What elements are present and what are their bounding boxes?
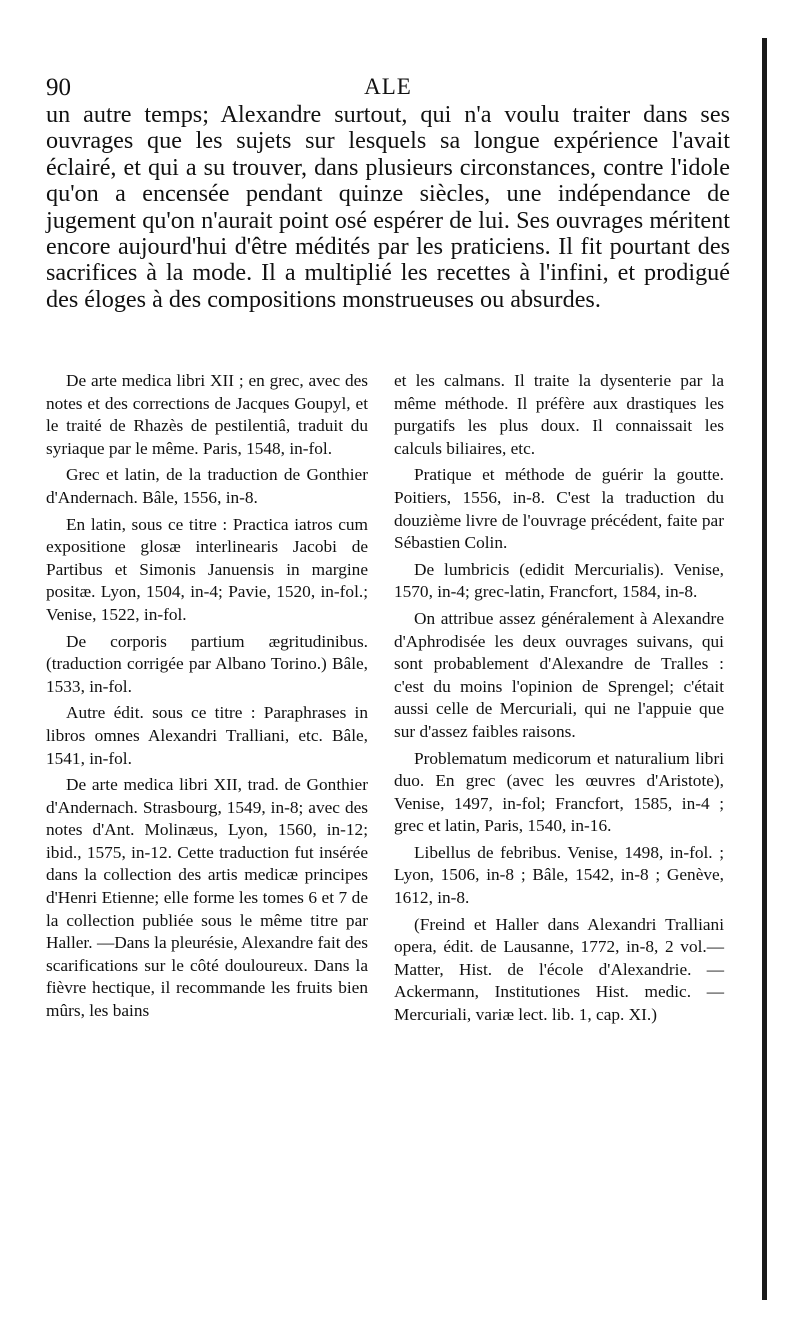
bib-entry: (Freind et Haller dans Alexandri Tralliani opera, édit. de Lausanne, 1772, in-8, 2 vol.—Matter, Hist. de l'école d'Alexandrie. — Ackermann, Institutiones Hist. medic. — Mercuriali, variæ lect. lib. 1, cap. XI.) (394, 914, 724, 1025)
bib-entry: En latin, sous ce titre : Practica iatros cum expositione glosæ interlinearis Jacobi de Partibus et Simonis Januensis in margine positæ. Lyon, 1504, in-4; Pavie, 1520, in-fol.; Venise, 1522, in-fol. (46, 514, 368, 624)
left-column (46, 370, 368, 1027)
intro-text: un autre temps; Alexandre surtout, qui n'a voulu traiter dans ses ouvrages que les sujets sur lesquels sa longue expérience l'avait éclairé, et qui a su trouver, dans plusieurs circonstances, contre l'idole qu'on a encensée pendant quinze siècles, une indépendance de jugement qu'on n'aurait point osé espérer de lui. Ses ouvrages méritent encore aujourd'hui d'être médités par les praticiens. Il fit pourtant des sacrifices à la mode. Il a multiplié les recettes à l'infini, et prodigué des éloges à des compositions monstrueuses ou absurdes. (46, 101, 730, 313)
page-number: 90 (46, 74, 71, 101)
intro-paragraph (46, 102, 730, 313)
right-column (394, 370, 724, 1031)
bib-entry: De corporis partium ægritudinibus. (traduction corrigée par Albano Torino.) Bâle, 1533, in-fol. (46, 631, 368, 696)
running-head: ALE (364, 74, 412, 99)
bib-entry: On attribue assez généralement à Alexandre d'Aphrodisée les deux ouvrages suivans, qui sont probablement d'Alexandre de Tralles : c'est du moins l'opinion de Sprengel; c'était aussi celle de Mercuriali, qui ne l'appuie que sur d'assez faibles raisons. (394, 608, 724, 741)
bib-entry: Libellus de febribus. Venise, 1498, in-fol. ; Lyon, 1506, in-8 ; Bâle, 1542, in-8 ; Genève, 1612, in-8. (394, 842, 724, 908)
bib-entry: Pratique et méthode de guérir la goutte. Poitiers, 1556, in-8. C'est la traduction du douzième livre de l'ouvrage précédent, faite par Sébastien Colin. (394, 465, 724, 553)
bib-entry: Autre édit. sous ce titre : Paraphrases in libros omnes Alexandri Tralliani, etc. Bâle, 1541, in-fol. (46, 703, 368, 768)
bib-entry: et les calmans. Il traite la dysenterie par la même méthode. Il préfère aux drastiques les purgatifs les plus doux. Il connaissait les calculs biliaires, etc. (394, 371, 724, 458)
bib-entry: Problematum medicorum et naturalium libri duo. En grec (avec les œuvres d'Aristote), Venise, 1497, in-fol; Francfort, 1585, in-4 ; grec et latin, Paris, 1540, in-16. (394, 748, 724, 836)
book-page (46, 0, 740, 1335)
bib-entry: De arte medica libri XII ; en grec, avec des notes et des corrections de Jacques Goupyl, et le traité de Rhazès de pestilentiâ, traduit du syriaque par le même. Paris, 1548, in-fol. (46, 371, 368, 458)
bib-entry: De arte medica libri XII, trad. de Gonthier d'Andernach. Strasbourg, 1549, in-8; avec des notes d'Ant. Molinæus, Lyon, 1560, in-12; ibid., 1575, in-12. Cette traduction fut insérée dans la collection des artis medicæ principes d'Henri Etienne; elle forme les tomes 6 et 7 de la collection publiée sous le même titre par Haller. —Dans la pleurésie, Alexandre fait des scarifications sur le côté douloureux. Dans la fièvre hectique, il recommande les fruits bien mûrs, les bains (46, 775, 368, 1021)
page-header (46, 74, 730, 104)
bib-entry: De lumbricis (edidit Mercurialis). Venise, 1570, in-4; grec-latin, Francfort, 1584, in-8. (394, 559, 724, 602)
page-edge-rule (762, 38, 767, 1300)
bib-entry: Grec et latin, de la traduction de Gonthier d'Andernach. Bâle, 1556, in-8. (46, 465, 368, 507)
